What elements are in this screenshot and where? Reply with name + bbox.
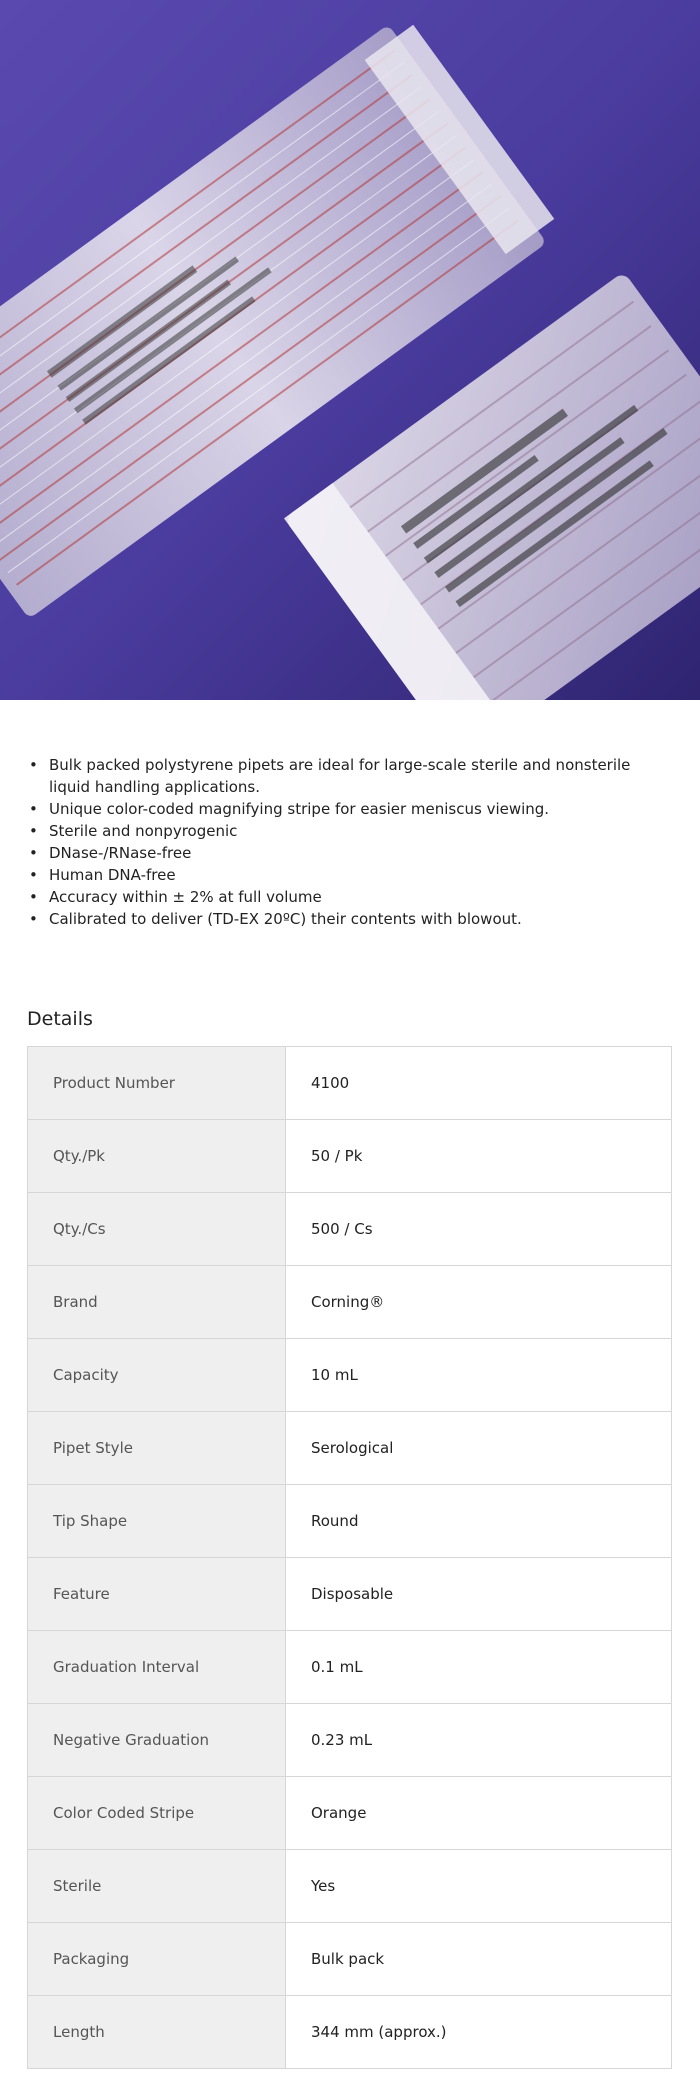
spec-value: 4100 bbox=[286, 1047, 672, 1120]
spec-value: Serological bbox=[286, 1412, 672, 1485]
table-row bbox=[28, 1558, 672, 1631]
spec-label: Packaging bbox=[28, 1923, 286, 1996]
table-row bbox=[28, 1777, 672, 1850]
feature-item: • Unique color-coded magnifying stripe for easier meniscus viewing. bbox=[27, 798, 667, 820]
table-row bbox=[28, 1047, 672, 1120]
product-image bbox=[0, 0, 700, 700]
table-row bbox=[28, 1193, 672, 1266]
spec-value: Orange bbox=[286, 1777, 672, 1850]
spec-value: Disposable bbox=[286, 1558, 672, 1631]
spec-value: Corning® bbox=[286, 1266, 672, 1339]
table-row bbox=[28, 1996, 672, 2069]
spec-label: Capacity bbox=[28, 1339, 286, 1412]
spec-value: Round bbox=[286, 1485, 672, 1558]
table-row bbox=[28, 1339, 672, 1412]
feature-item: • Bulk packed polystyrene pipets are ideal for large-scale sterile and nonsterile liquid handling applications. bbox=[27, 754, 667, 798]
spec-value: 50 / Pk bbox=[286, 1120, 672, 1193]
table-row bbox=[28, 1485, 672, 1558]
spec-value: Yes bbox=[286, 1850, 672, 1923]
table-row bbox=[28, 1412, 672, 1485]
table-row bbox=[28, 1631, 672, 1704]
spec-label: Color Coded Stripe bbox=[28, 1777, 286, 1850]
table-row bbox=[28, 1923, 672, 1996]
spec-label: Sterile bbox=[28, 1850, 286, 1923]
spec-value: Bulk pack bbox=[286, 1923, 672, 1996]
spec-label: Brand bbox=[28, 1266, 286, 1339]
spec-label: Pipet Style bbox=[28, 1412, 286, 1485]
spec-value: 0.1 mL bbox=[286, 1631, 672, 1704]
table-row bbox=[28, 1266, 672, 1339]
feature-item: • DNase-/RNase-free bbox=[27, 842, 667, 864]
feature-item: • Calibrated to deliver (TD-EX 20ºC) their contents with blowout. bbox=[27, 908, 667, 930]
feature-item: • Accuracy within ± 2% at full volume bbox=[27, 886, 667, 908]
spec-label: Product Number bbox=[28, 1047, 286, 1120]
table-row bbox=[28, 1704, 672, 1777]
spec-value: 344 mm (approx.) bbox=[286, 1996, 672, 2069]
feature-list bbox=[27, 754, 667, 930]
table-row bbox=[28, 1120, 672, 1193]
spec-value: 500 / Cs bbox=[286, 1193, 672, 1266]
serological-pipets-photo bbox=[0, 0, 700, 700]
spec-label: Qty./Cs bbox=[28, 1193, 286, 1266]
spec-label: Negative Graduation bbox=[28, 1704, 286, 1777]
feature-item: • Human DNA-free bbox=[27, 864, 667, 886]
details-heading: Details bbox=[27, 1008, 93, 1030]
table-row bbox=[28, 1850, 672, 1923]
spec-label: Feature bbox=[28, 1558, 286, 1631]
spec-label: Length bbox=[28, 1996, 286, 2069]
spec-value: 10 mL bbox=[286, 1339, 672, 1412]
spec-label: Tip Shape bbox=[28, 1485, 286, 1558]
spec-label: Qty./Pk bbox=[28, 1120, 286, 1193]
details-table bbox=[27, 1046, 672, 2069]
spec-label: Graduation Interval bbox=[28, 1631, 286, 1704]
spec-value: 0.23 mL bbox=[286, 1704, 672, 1777]
feature-item: • Sterile and nonpyrogenic bbox=[27, 820, 667, 842]
